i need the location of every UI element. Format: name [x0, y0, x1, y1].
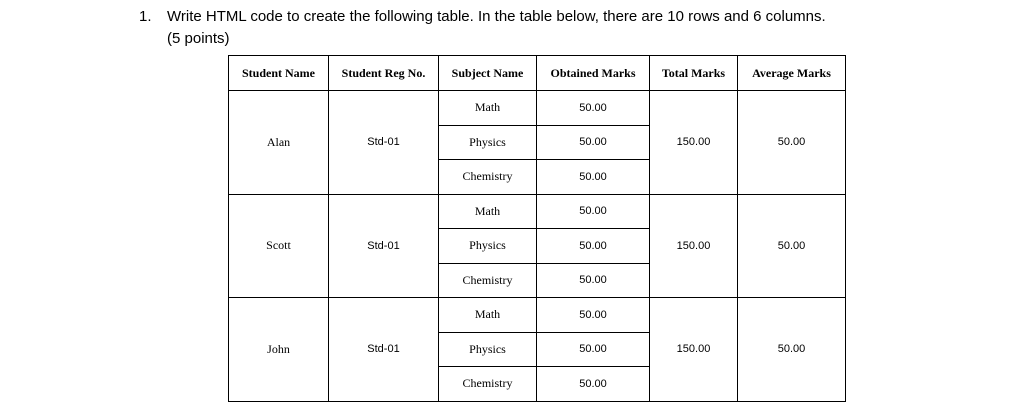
obtained-marks-cell: 50.00 [537, 263, 650, 298]
total-marks-cell: 150.00 [650, 194, 738, 298]
student-reg-cell: Std-01 [329, 194, 439, 298]
subject-name-cell: Chemistry [439, 263, 537, 298]
subject-name-cell: Physics [439, 332, 537, 367]
total-marks-cell: 150.00 [650, 91, 738, 195]
table-row [229, 298, 846, 333]
header-total-marks: Total Marks [650, 56, 738, 91]
question-points: (5 points) [167, 30, 230, 47]
header-row [229, 56, 846, 91]
subject-name-cell: Math [439, 194, 537, 229]
obtained-marks-cell: 50.00 [537, 160, 650, 195]
student-name-cell: Scott [229, 194, 329, 298]
obtained-marks-cell: 50.00 [537, 298, 650, 333]
header-subject-name: Subject Name [439, 56, 537, 91]
student-reg-cell: Std-01 [329, 91, 439, 195]
average-marks-cell: 50.00 [738, 298, 846, 402]
obtained-marks-cell: 50.00 [537, 125, 650, 160]
question-text: Write HTML code to create the following table. In the table below, there are 10 rows and 6 columns. [167, 8, 826, 25]
header-obtained-marks: Obtained Marks [537, 56, 650, 91]
question-line [139, 6, 826, 28]
obtained-marks-cell: 50.00 [537, 229, 650, 264]
subject-name-cell: Chemistry [439, 160, 537, 195]
student-marks-table [228, 55, 846, 402]
subject-name-cell: Physics [439, 229, 537, 264]
header-student-name: Student Name [229, 56, 329, 91]
average-marks-cell: 50.00 [738, 91, 846, 195]
student-name-cell: Alan [229, 91, 329, 195]
table-row [229, 91, 846, 126]
subject-name-cell: Math [439, 298, 537, 333]
student-name-cell: John [229, 298, 329, 402]
table-row [229, 194, 846, 229]
subject-name-cell: Chemistry [439, 367, 537, 402]
obtained-marks-cell: 50.00 [537, 194, 650, 229]
average-marks-cell: 50.00 [738, 194, 846, 298]
obtained-marks-cell: 50.00 [537, 332, 650, 367]
question-block [139, 6, 826, 50]
header-average-marks: Average Marks [738, 56, 846, 91]
question-number: 1. [139, 8, 152, 25]
obtained-marks-cell: 50.00 [537, 91, 650, 126]
obtained-marks-cell: 50.00 [537, 367, 650, 402]
subject-name-cell: Math [439, 91, 537, 126]
subject-name-cell: Physics [439, 125, 537, 160]
total-marks-cell: 150.00 [650, 298, 738, 402]
header-student-reg-no: Student Reg No. [329, 56, 439, 91]
student-reg-cell: Std-01 [329, 298, 439, 402]
